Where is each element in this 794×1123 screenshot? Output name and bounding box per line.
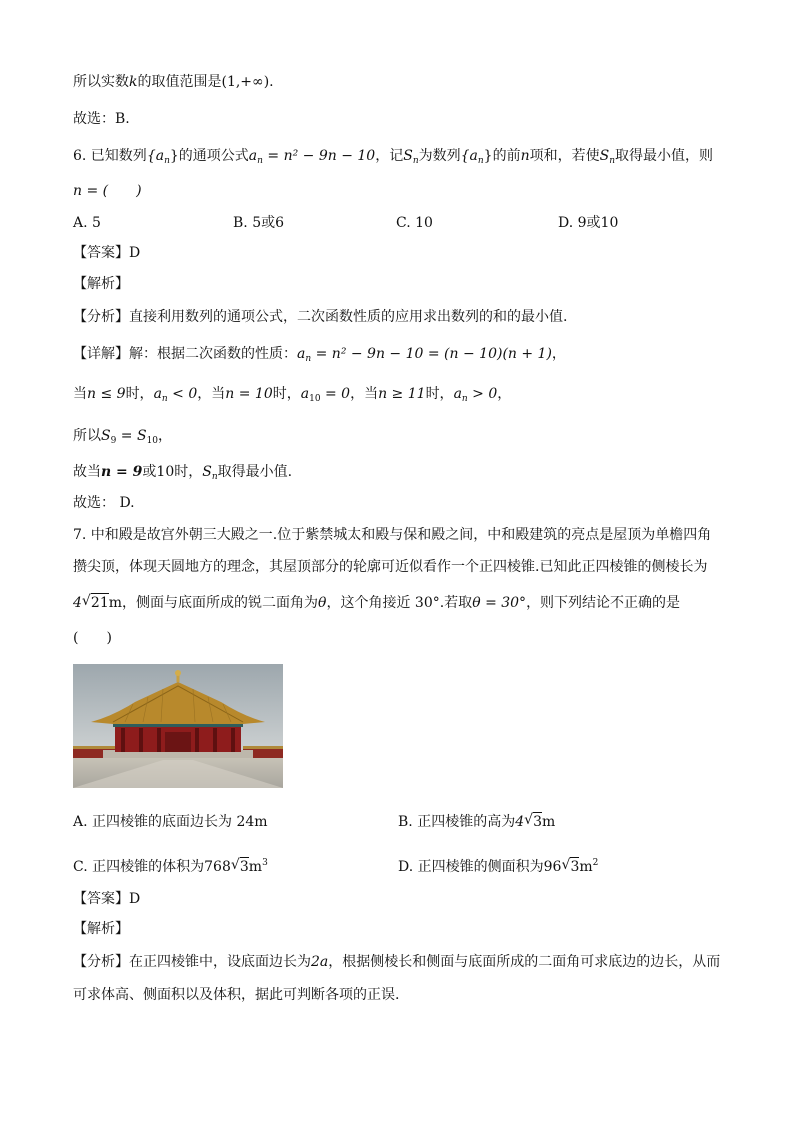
answer-label: 【答案】D	[73, 245, 141, 261]
option-a: A. 5	[73, 215, 101, 231]
analysis-text: 【分析】直接利用数列的通项公式，二次函数性质的应用求出数列的和的最小值.	[73, 309, 568, 325]
option-b: B. 正四棱锥的高为4√ 3m	[398, 812, 555, 832]
question-7-line4: ( )	[73, 630, 112, 646]
answer-choice-line: 故选： D.	[73, 495, 135, 511]
analysis-text: 【分析】在正四棱锥中，设底面边长为2a，根据侧棱长和侧面与底面所成的二面角可求底边的边长，从而	[73, 954, 721, 970]
option-d: D. 9或10	[558, 215, 619, 231]
question-7-line2: 攒尖顶，体现天圆地方的理念，其屋顶部分的轮廓可近似看作一个正四棱锥.已知此正四棱锥的侧棱长为	[73, 559, 708, 575]
option-d: D. 正四棱锥的侧面积为96√ $3m^2$	[398, 853, 598, 877]
detail-text: 【详解】解：根据二次函数的性质：$a_n = n^2 - 9n - 10 = (n - 10)(n + 1)$，	[73, 346, 566, 364]
question-6: 6. 已知数列$\{a_n\}$的通项公式$a_n = n^2 - 9n - 10$，记$S_n$为数列$\{a_n\}$的前n项和，若使$S_n$取得最小值，则	[73, 148, 714, 166]
analysis-text-line2: 可求体高、侧面积以及体积，据此可判断各项的正误.	[73, 987, 400, 1003]
question-7-line3: 4√ 21m，侧面与底面所成的锐二面角为θ，这个角接近 30°.若取θ = 30°，则下列结论不正确的是	[73, 593, 680, 613]
analysis-label: 【解析】	[73, 276, 129, 292]
case-analysis: 当n ≤ 9时，$a_n < 0$，当n = 10时，$a_{10} = 0$，当n ≥ 11时，$a_n > 0$，	[73, 386, 512, 404]
option-a: A. 正四棱锥的底面边长为 24m	[73, 814, 268, 830]
text-line: 所以实数k的取值范围是(1,+∞).	[73, 74, 274, 90]
conclusion-line: 所以$S_9 = S_{10}$，	[73, 428, 173, 446]
question-6-line2: n = ( )	[73, 183, 142, 199]
hall-photo	[73, 664, 283, 788]
analysis-label: 【解析】	[73, 921, 129, 937]
result-line: 故当n = 9或10时，$S_n$取得最小值.	[73, 464, 293, 482]
option-b: B. 5或6	[233, 215, 285, 231]
option-c: C. 正四棱锥的体积为768√ $3m^3$	[73, 853, 268, 877]
option-c: C. 10	[396, 215, 433, 231]
answer-label: 【答案】D	[73, 891, 141, 907]
question-7: 7. 中和殿是故宫外朝三大殿之一.位于紫禁城太和殿与保和殿之间，中和殿建筑的亮点是屋顶为单檐四角	[73, 527, 712, 543]
answer-choice-line: 故选：B.	[73, 111, 130, 127]
